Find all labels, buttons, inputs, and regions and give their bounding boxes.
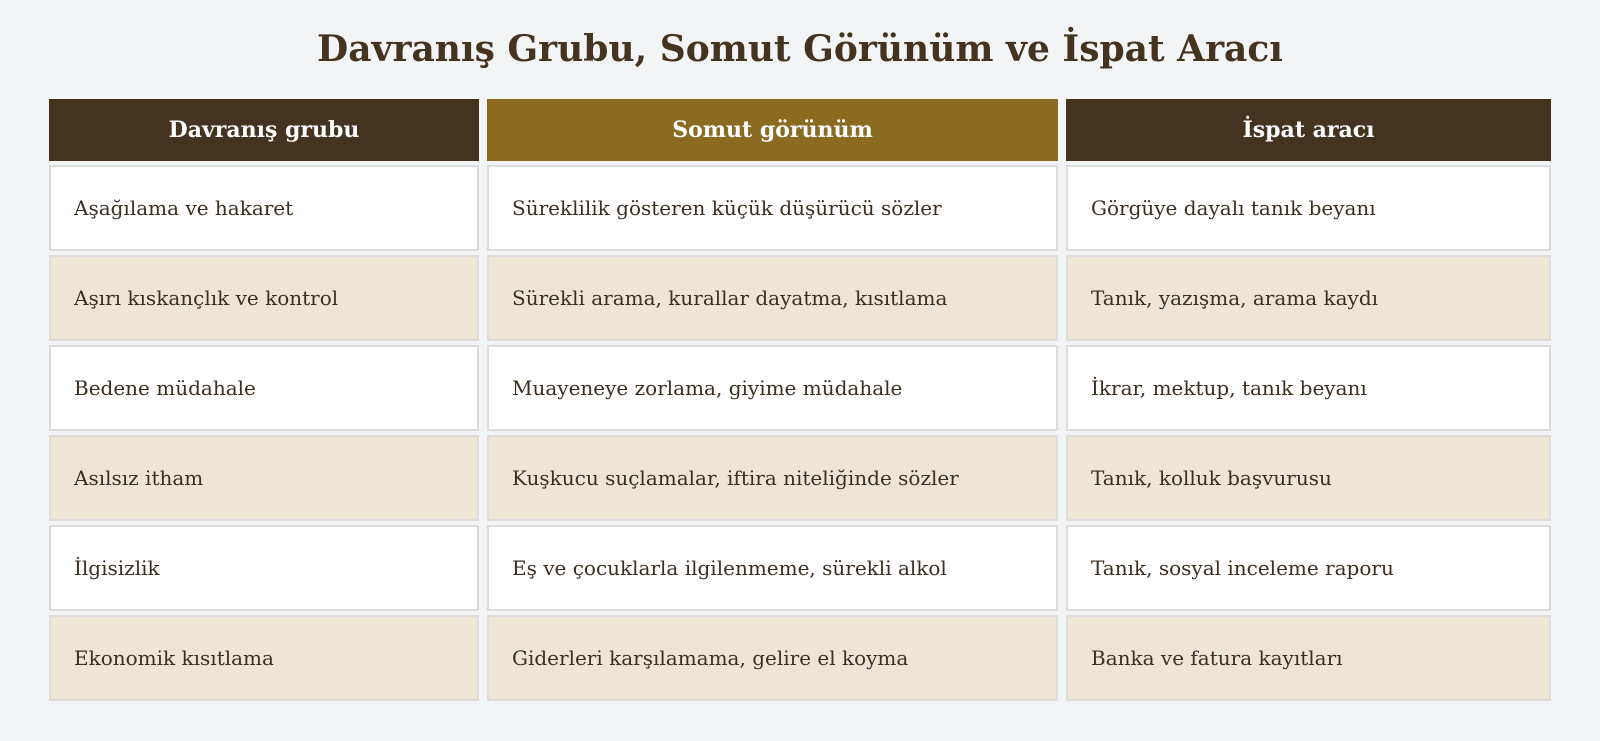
- cell-behavior-group: Aşağılama ve hakaret: [49, 165, 479, 251]
- table-row: [49, 345, 1551, 431]
- column-header-davranis-grubu: Davranış grubu: [49, 99, 479, 161]
- table-row: [49, 525, 1551, 611]
- cell-concrete-appearance: Süreklilik gösteren küçük düşürücü sözler: [487, 165, 1058, 251]
- cell-concrete-appearance: Giderleri karşılamama, gelire el koyma: [487, 615, 1058, 701]
- cell-behavior-group: İlgisizlik: [49, 525, 479, 611]
- cell-evidence-means: Görgüye dayalı tanık beyanı: [1066, 165, 1551, 251]
- cell-behavior-group: Aşırı kıskançlık ve kontrol: [49, 255, 479, 341]
- cell-concrete-appearance: Kuşkucu suçlamalar, iftira niteliğinde sözler: [487, 435, 1058, 521]
- cell-concrete-appearance: Sürekli arama, kurallar dayatma, kısıtlama: [487, 255, 1058, 341]
- cell-behavior-group: Bedene müdahale: [49, 345, 479, 431]
- column-header-ispat-araci: İspat aracı: [1066, 99, 1551, 161]
- table-row: [49, 255, 1551, 341]
- cell-concrete-appearance: Eş ve çocuklarla ilgilenmeme, sürekli alkol: [487, 525, 1058, 611]
- cell-evidence-means: Tanık, sosyal inceleme raporu: [1066, 525, 1551, 611]
- table-row: [49, 165, 1551, 251]
- page-title: Davranış Grubu, Somut Görünüm ve İspat Aracı: [317, 28, 1283, 70]
- column-header-somut-gorunum: Somut görünüm: [487, 99, 1058, 161]
- cell-evidence-means: Tanık, kolluk başvurusu: [1066, 435, 1551, 521]
- cell-evidence-means: Banka ve fatura kayıtları: [1066, 615, 1551, 701]
- cell-behavior-group: Ekonomik kısıtlama: [49, 615, 479, 701]
- table-row: [49, 435, 1551, 521]
- cell-behavior-group: Asılsız itham: [49, 435, 479, 521]
- cell-concrete-appearance: Muayeneye zorlama, giyime müdahale: [487, 345, 1058, 431]
- table-header-row: [49, 99, 1551, 161]
- data-table: [41, 95, 1559, 705]
- table-row: [49, 615, 1551, 701]
- cell-evidence-means: İkrar, mektup, tanık beyanı: [1066, 345, 1551, 431]
- cell-evidence-means: Tanık, yazışma, arama kaydı: [1066, 255, 1551, 341]
